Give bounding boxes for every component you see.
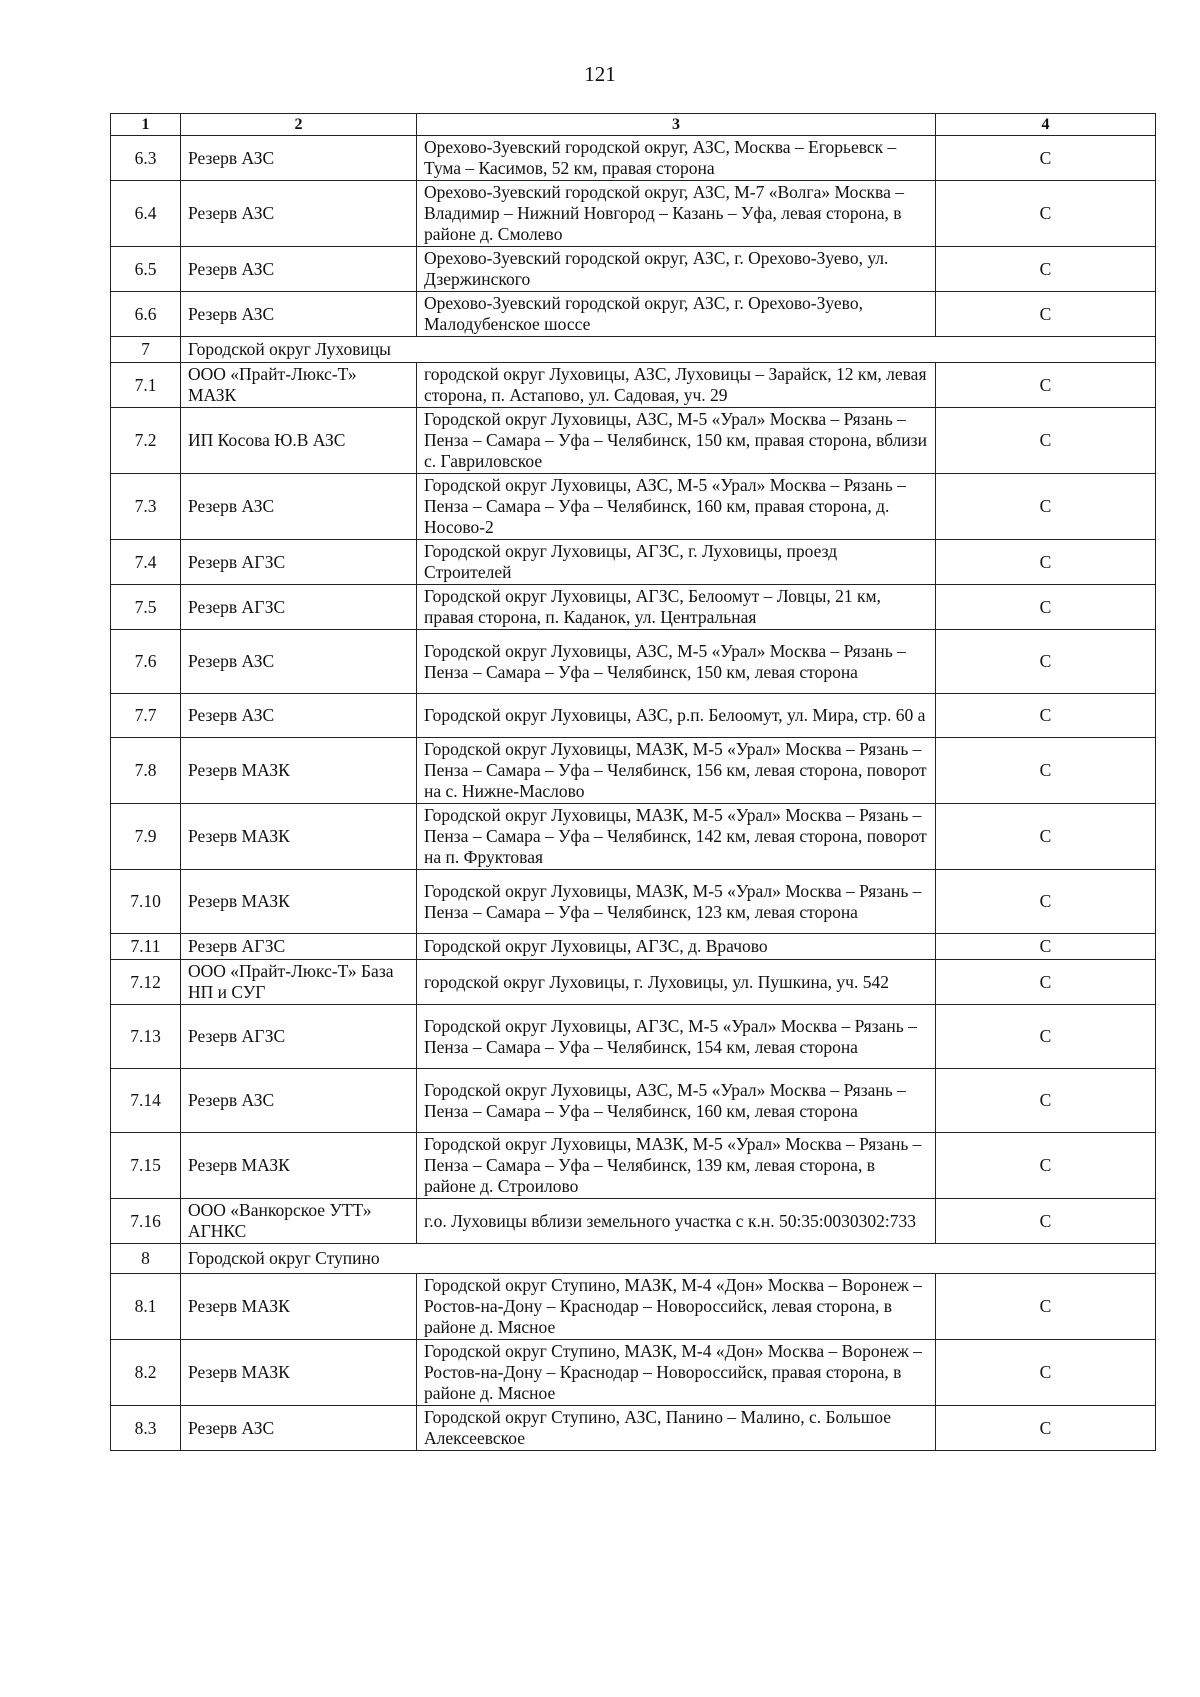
row-number: 7.11 (111, 934, 181, 960)
table-row (111, 181, 1156, 247)
object-category: С (936, 1199, 1156, 1244)
table-row (111, 474, 1156, 540)
table-row (111, 694, 1156, 738)
section-title: Городской округ Луховицы (181, 337, 1156, 363)
object-location: Орехово-Зуевский городской округ, АЗС, Москва – Егорьевск – Тума – Касимов, 52 км, правая сторона (417, 136, 936, 181)
row-number: 7.16 (111, 1199, 181, 1244)
object-location: Городской округ Луховицы, МАЗК, М-5 «Урал» Москва – Рязань – Пенза – Самара – Уфа – Челябинск, 142 км, левая сторона, поворот на п. Фруктовая (417, 804, 936, 870)
table-row (111, 585, 1156, 630)
object-category: С (936, 474, 1156, 540)
section-row (111, 1244, 1156, 1274)
object-name: Резерв АЗС (181, 630, 417, 694)
row-number: 7.5 (111, 585, 181, 630)
object-location: городской округ Луховицы, г. Луховицы, ул. Пушкина, уч. 542 (417, 960, 936, 1005)
table-row (111, 1274, 1156, 1340)
object-category: С (936, 1340, 1156, 1406)
object-name: ООО «Ванкорское УТТ» АГНКС (181, 1199, 417, 1244)
object-name: Резерв АЗС (181, 292, 417, 337)
table-row (111, 408, 1156, 474)
row-number: 7.12 (111, 960, 181, 1005)
row-number: 7.7 (111, 694, 181, 738)
table-row (111, 960, 1156, 1005)
table-row (111, 870, 1156, 934)
object-location: Орехово-Зуевский городской округ, АЗС, г. Орехово-Зуево, ул. Дзержинского (417, 247, 936, 292)
object-category: С (936, 1069, 1156, 1133)
object-category: С (936, 804, 1156, 870)
row-number: 7.6 (111, 630, 181, 694)
object-category: С (936, 1274, 1156, 1340)
row-number: 7.14 (111, 1069, 181, 1133)
row-number: 6.3 (111, 136, 181, 181)
table-row (111, 1199, 1156, 1244)
object-location: Орехово-Зуевский городской округ, АЗС, М-7 «Волга» Москва – Владимир – Нижний Новгород – Казань – Уфа, левая сторона, в районе д. Смолево (417, 181, 936, 247)
object-category: С (936, 136, 1156, 181)
table-row (111, 1133, 1156, 1199)
object-category: С (936, 540, 1156, 585)
object-name: Резерв АЗС (181, 474, 417, 540)
object-location: Городской округ Луховицы, АЗС, р.п. Белоомут, ул. Мира, стр. 60 а (417, 694, 936, 738)
row-number: 8.1 (111, 1274, 181, 1340)
object-name: Резерв АЗС (181, 136, 417, 181)
object-category: С (936, 870, 1156, 934)
table-row (111, 804, 1156, 870)
table-row (111, 540, 1156, 585)
row-number: 6.6 (111, 292, 181, 337)
column-header-2: 2 (181, 114, 417, 136)
table-row (111, 136, 1156, 181)
object-name: Резерв АГЗС (181, 934, 417, 960)
object-name: Резерв МАЗК (181, 1133, 417, 1199)
row-number: 8.3 (111, 1406, 181, 1451)
row-number: 7.1 (111, 363, 181, 408)
table-body (111, 136, 1156, 1451)
object-location: Городской округ Луховицы, АГЗС, Белоомут – Ловцы, 21 км, правая сторона, п. Каданок, ул. Центральная (417, 585, 936, 630)
column-header-4: 4 (936, 114, 1156, 136)
object-location: Городской округ Луховицы, МАЗК, М-5 «Урал» Москва – Рязань – Пенза – Самара – Уфа – Челябинск, 123 км, левая сторона (417, 870, 936, 934)
object-category: С (936, 363, 1156, 408)
object-category: С (936, 408, 1156, 474)
table-row (111, 1406, 1156, 1451)
object-name: Резерв АЗС (181, 694, 417, 738)
table-row (111, 1005, 1156, 1069)
object-location: Городской округ Луховицы, АЗС, М-5 «Урал» Москва – Рязань – Пенза – Самара – Уфа – Челябинск, 160 км, левая сторона (417, 1069, 936, 1133)
object-category: С (936, 181, 1156, 247)
row-number: 7.13 (111, 1005, 181, 1069)
row-number: 8.2 (111, 1340, 181, 1406)
object-category: С (936, 247, 1156, 292)
section-number: 7 (111, 337, 181, 363)
object-category: С (936, 1133, 1156, 1199)
object-location: Городской округ Ступино, МАЗК, М-4 «Дон» Москва – Воронеж – Ростов-на-Дону – Краснодар – Новороссийск, левая сторона, в районе д. Мясное (417, 1274, 936, 1340)
object-location: Городской округ Луховицы, МАЗК, М-5 «Урал» Москва – Рязань – Пенза – Самара – Уфа – Челябинск, 139 км, левая сторона, в районе д. Строилово (417, 1133, 936, 1199)
object-name: Резерв АЗС (181, 247, 417, 292)
object-location: Городской округ Луховицы, МАЗК, М-5 «Урал» Москва – Рязань – Пенза – Самара – Уфа – Челябинск, 156 км, левая сторона, поворот на с. Нижне-Маслово (417, 738, 936, 804)
object-category: С (936, 738, 1156, 804)
table-row (111, 1069, 1156, 1133)
section-row (111, 337, 1156, 363)
object-name: Резерв АЗС (181, 1069, 417, 1133)
object-category: С (936, 694, 1156, 738)
object-name: ООО «Прайт-Люкс-Т» База НП и СУГ (181, 960, 417, 1005)
object-name: Резерв АГЗС (181, 585, 417, 630)
object-location: городской округ Луховицы, АЗС, Луховицы – Зарайск, 12 км, левая сторона, п. Астапово, ул. Садовая, уч. 29 (417, 363, 936, 408)
table-row (111, 630, 1156, 694)
table-row (111, 934, 1156, 960)
object-category: С (936, 1406, 1156, 1451)
section-title: Городской округ Ступино (181, 1244, 1156, 1274)
row-number: 7.3 (111, 474, 181, 540)
table-header-row (111, 114, 1156, 136)
object-location: г.о. Луховицы вблизи земельного участка с к.н. 50:35:0030302:733 (417, 1199, 936, 1244)
page-number: 121 (584, 62, 616, 86)
object-location: Городской округ Луховицы, АЗС, М-5 «Урал» Москва – Рязань – Пенза – Самара – Уфа – Челябинск, 150 км, правая сторона, вблизи с. Гавриловское (417, 408, 936, 474)
row-number: 7.15 (111, 1133, 181, 1199)
row-number: 7.2 (111, 408, 181, 474)
object-category: С (936, 292, 1156, 337)
table-row (111, 247, 1156, 292)
object-location: Городской округ Луховицы, АЗС, М-5 «Урал» Москва – Рязань – Пенза – Самара – Уфа – Челябинск, 150 км, левая сторона (417, 630, 936, 694)
object-name: Резерв АЗС (181, 1406, 417, 1451)
object-location: Орехово-Зуевский городской округ, АЗС, г. Орехово-Зуево, Малодубенское шоссе (417, 292, 936, 337)
object-location: Городской округ Луховицы, АГЗС, д. Врачово (417, 934, 936, 960)
object-category: С (936, 1005, 1156, 1069)
table-row (111, 738, 1156, 804)
table-row (111, 292, 1156, 337)
column-header-1: 1 (111, 114, 181, 136)
object-category: С (936, 960, 1156, 1005)
object-name: Резерв АГЗС (181, 540, 417, 585)
object-name: Резерв МАЗК (181, 804, 417, 870)
object-location: Городской округ Ступино, МАЗК, М-4 «Дон» Москва – Воронеж – Ростов-на-Дону – Краснодар – Новороссийск, правая сторона, в районе д. Мясное (417, 1340, 936, 1406)
object-category: С (936, 630, 1156, 694)
row-number: 7.8 (111, 738, 181, 804)
row-number: 6.5 (111, 247, 181, 292)
row-number: 7.9 (111, 804, 181, 870)
fuel-stations-table (110, 113, 1156, 1451)
table-row (111, 1340, 1156, 1406)
row-number: 7.4 (111, 540, 181, 585)
object-location: Городской округ Луховицы, АГЗС, г. Луховицы, проезд Строителей (417, 540, 936, 585)
object-name: Резерв МАЗК (181, 870, 417, 934)
row-number: 6.4 (111, 181, 181, 247)
table-row (111, 363, 1156, 408)
row-number: 7.10 (111, 870, 181, 934)
object-category: С (936, 585, 1156, 630)
object-location: Городской округ Луховицы, АГЗС, М-5 «Урал» Москва – Рязань – Пенза – Самара – Уфа – Челябинск, 154 км, левая сторона (417, 1005, 936, 1069)
object-name: Резерв МАЗК (181, 738, 417, 804)
object-name: Резерв АГЗС (181, 1005, 417, 1069)
object-name: ИП Косова Ю.В АЗС (181, 408, 417, 474)
object-name: Резерв АЗС (181, 181, 417, 247)
object-location: Городской округ Луховицы, АЗС, М-5 «Урал» Москва – Рязань – Пенза – Самара – Уфа – Челябинск, 160 км, правая сторона, д. Носово-2 (417, 474, 936, 540)
section-number: 8 (111, 1244, 181, 1274)
object-name: Резерв МАЗК (181, 1340, 417, 1406)
object-name: Резерв МАЗК (181, 1274, 417, 1340)
object-name: ООО «Прайт-Люкс-Т» МАЗК (181, 363, 417, 408)
object-category: С (936, 934, 1156, 960)
object-location: Городской округ Ступино, АЗС, Панино – Малино, с. Большое Алексеевское (417, 1406, 936, 1451)
column-header-3: 3 (417, 114, 936, 136)
